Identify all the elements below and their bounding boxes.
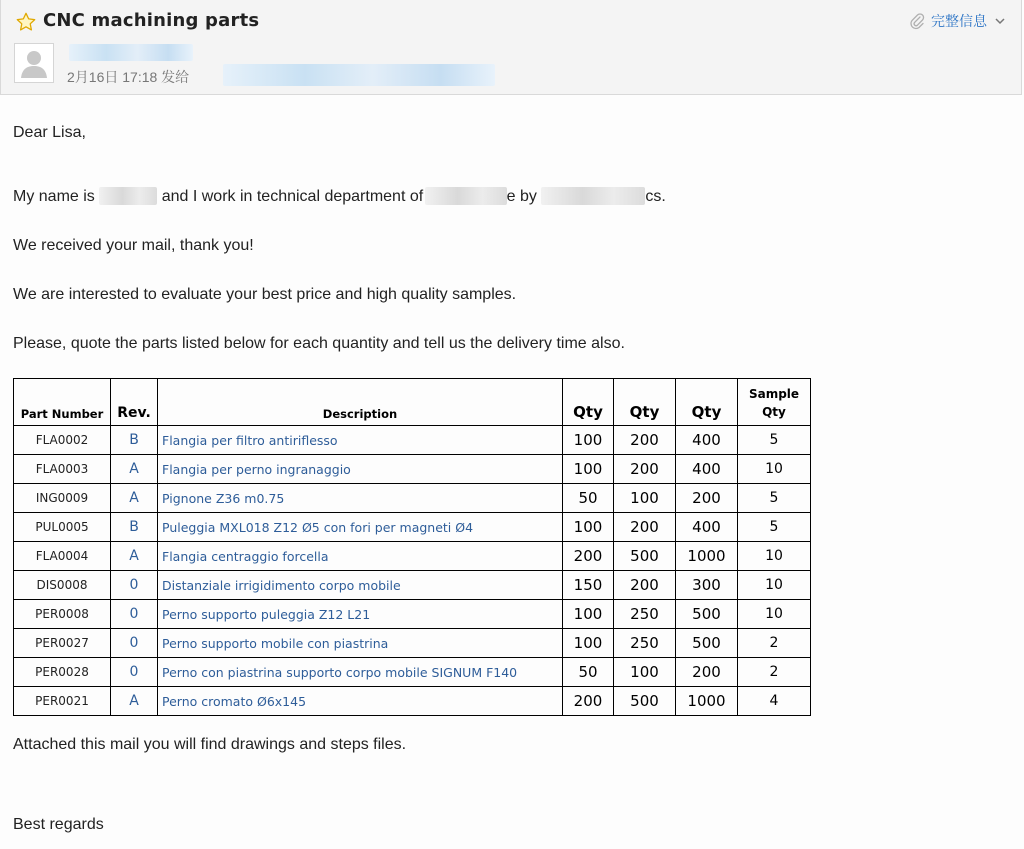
cell-sample-qty: 5: [738, 426, 811, 455]
cell-rev: 0: [111, 658, 158, 687]
table-row: [14, 629, 811, 658]
cell-sample-qty: 2: [738, 629, 811, 658]
cell-description: Flangia per filtro antiriflesso: [158, 426, 563, 455]
header-sample-qty-line2: Qty: [762, 405, 786, 419]
table-row: [14, 484, 811, 513]
cell-qty-3: 200: [676, 658, 738, 687]
cell-part-number: PER0021: [14, 687, 111, 716]
cell-rev: B: [111, 426, 158, 455]
cell-part-number: PUL0005: [14, 513, 111, 542]
cell-part-number: ING0009: [14, 484, 111, 513]
paperclip-icon: [909, 12, 925, 30]
cell-rev: A: [111, 484, 158, 513]
table-row: [14, 542, 811, 571]
cell-sample-qty: 10: [738, 600, 811, 629]
sent-datetime: 2月16日 17:18 发给: [67, 69, 190, 85]
closing: Best regards: [13, 816, 104, 833]
cell-qty-2: 200: [614, 455, 676, 484]
cell-qty-3: 1000: [676, 687, 738, 716]
cell-part-number: FLA0002: [14, 426, 111, 455]
body-line-3: Please, quote the parts listed below for each quantity and tell us the delivery time also.: [13, 335, 625, 352]
cell-description: Puleggia MXL018 Z12 Ø5 con fori per magneti Ø4: [158, 513, 563, 542]
cell-description: Perno supporto puleggia Z12 L21: [158, 600, 563, 629]
table-row: [14, 600, 811, 629]
cell-sample-qty: 10: [738, 542, 811, 571]
cell-qty-2: 200: [614, 426, 676, 455]
intro-text-1: My name is: [13, 188, 95, 205]
cell-rev: 0: [111, 600, 158, 629]
intro-text-2: and I work in technical department of: [161, 188, 424, 205]
cell-rev: A: [111, 455, 158, 484]
avatar[interactable]: [14, 43, 54, 83]
body-line-2: We are interested to evaluate your best price and high quality samples.: [13, 286, 517, 303]
cell-qty-2: 100: [614, 484, 676, 513]
redacted-company-2: [541, 187, 645, 205]
table-row: [14, 513, 811, 542]
intro-text-4: cs.: [645, 188, 666, 205]
cell-qty-2: 250: [614, 600, 676, 629]
cell-qty-3: 400: [676, 426, 738, 455]
email-header: [0, 0, 1022, 95]
header-qty-3: Qty: [676, 379, 738, 426]
parts-table: [13, 378, 811, 716]
cell-qty-1: 100: [563, 426, 614, 455]
body-line-1: We received your mail, thank you!: [13, 237, 254, 254]
intro-text-3: e by: [506, 188, 537, 205]
cell-sample-qty: 4: [738, 687, 811, 716]
cell-description: Perno cromato Ø6x145: [158, 687, 563, 716]
chevron-down-icon[interactable]: [995, 17, 1005, 25]
redacted-name: [99, 187, 157, 205]
header-qty-1: Qty: [563, 379, 614, 426]
cell-sample-qty: 5: [738, 513, 811, 542]
cell-qty-3: 500: [676, 629, 738, 658]
cell-qty-3: 1000: [676, 542, 738, 571]
cell-qty-1: 200: [563, 542, 614, 571]
cell-rev: 0: [111, 629, 158, 658]
cell-qty-3: 400: [676, 455, 738, 484]
cell-rev: A: [111, 687, 158, 716]
cell-qty-1: 50: [563, 658, 614, 687]
body-line-4: Attached this mail you will find drawings and steps files.: [13, 736, 407, 753]
cell-qty-3: 200: [676, 484, 738, 513]
cell-rev: 0: [111, 571, 158, 600]
cell-qty-3: 500: [676, 600, 738, 629]
cell-qty-2: 200: [614, 513, 676, 542]
header-description: Description: [158, 379, 563, 426]
cell-description: Perno supporto mobile con piastrina: [158, 629, 563, 658]
cell-qty-1: 100: [563, 600, 614, 629]
cell-qty-1: 100: [563, 629, 614, 658]
table-row: [14, 426, 811, 455]
cell-qty-2: 500: [614, 687, 676, 716]
recipients-redacted: [223, 64, 495, 86]
cell-part-number: DIS0008: [14, 571, 111, 600]
star-icon[interactable]: [15, 11, 37, 33]
table-header-row: [14, 379, 811, 426]
header-qty-2: Qty: [614, 379, 676, 426]
cell-qty-1: 200: [563, 687, 614, 716]
table-row: [14, 687, 811, 716]
cell-sample-qty: 2: [738, 658, 811, 687]
cell-description: Distanziale irrigidimento corpo mobile: [158, 571, 563, 600]
email-subject: CNC machining parts: [43, 10, 260, 31]
header-sample-qty-line1: Sample: [748, 387, 800, 401]
cell-sample-qty: 10: [738, 571, 811, 600]
cell-part-number: FLA0004: [14, 542, 111, 571]
cell-qty-3: 400: [676, 513, 738, 542]
cell-rev: A: [111, 542, 158, 571]
cell-qty-1: 150: [563, 571, 614, 600]
full-info-label[interactable]: 完整信息: [931, 13, 987, 29]
user-avatar-icon: [15, 44, 53, 82]
intro-line: [13, 187, 666, 206]
header-part-number: Part Number: [14, 379, 111, 426]
cell-part-number: PER0028: [14, 658, 111, 687]
cell-part-number: PER0027: [14, 629, 111, 658]
header-sample-qty: [738, 379, 811, 426]
cell-qty-1: 100: [563, 455, 614, 484]
table-row: [14, 658, 811, 687]
cell-rev: B: [111, 513, 158, 542]
cell-sample-qty: 10: [738, 455, 811, 484]
table-row: [14, 571, 811, 600]
cell-description: Perno con piastrina supporto corpo mobile SIGNUM F140: [158, 658, 563, 687]
cell-qty-3: 300: [676, 571, 738, 600]
header-rev: Rev.: [111, 379, 158, 426]
sender-name-redacted: [69, 44, 193, 61]
greeting: Dear Lisa,: [13, 124, 86, 141]
cell-part-number: PER0008: [14, 600, 111, 629]
cell-qty-2: 200: [614, 571, 676, 600]
cell-qty-2: 100: [614, 658, 676, 687]
cell-part-number: FLA0003: [14, 455, 111, 484]
redacted-company: [425, 187, 507, 205]
cell-description: Pignone Z36 m0.75: [158, 484, 563, 513]
cell-description: Flangia centraggio forcella: [158, 542, 563, 571]
cell-qty-1: 50: [563, 484, 614, 513]
full-info-link[interactable]: [909, 11, 1005, 31]
table-row: [14, 455, 811, 484]
cell-qty-2: 250: [614, 629, 676, 658]
cell-qty-2: 500: [614, 542, 676, 571]
cell-description: Flangia per perno ingranaggio: [158, 455, 563, 484]
cell-sample-qty: 5: [738, 484, 811, 513]
cell-qty-1: 100: [563, 513, 614, 542]
